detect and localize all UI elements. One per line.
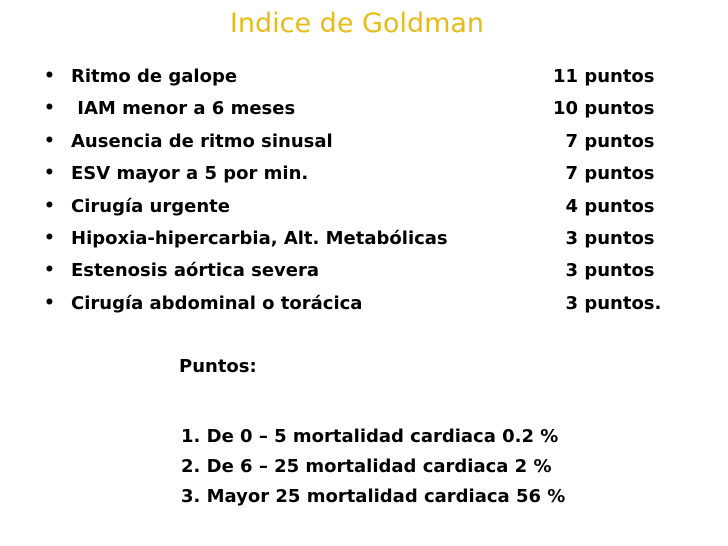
criteria-item [0,256,728,288]
criteria-item [0,289,728,321]
outcome-item: 1. De 0 – 5 mortalidad cardiaca 0.2 % [181,426,559,447]
criteria-item [0,127,728,159]
criteria-list [0,62,728,321]
criteria-label: Ausencia de ritmo sinusal [71,130,333,152]
criteria-points: 4 puntos [553,195,655,217]
criteria-points: 3 puntos [553,227,655,249]
criteria-item [0,192,728,224]
criteria-label: Hipoxia-hipercarbia, Alt. Metabólicas [71,227,448,249]
bullet-icon: • [44,292,55,313]
criteria-item [0,159,728,191]
bullet-icon: • [44,195,55,216]
slide-title: Indice de Goldman [229,8,485,39]
criteria-item [0,224,728,256]
criteria-label: Cirugía abdominal o torácica [71,292,363,314]
points-header: Puntos: [179,356,257,377]
criteria-points: 7 puntos [553,163,655,185]
criteria-points: 3 puntos. [553,292,662,314]
criteria-label: Estenosis aórtica severa [71,260,320,282]
criteria-label: Ritmo de galope [71,66,238,87]
criteria-points: 11 puntos [553,66,655,87]
bullet-icon: • [44,163,55,184]
bullet-icon: • [44,130,55,151]
criteria-points: 3 puntos [553,260,655,282]
criteria-label: ESV mayor a 5 por min. [71,163,309,185]
bullet-icon: • [44,227,55,248]
criteria-points: 10 puntos [553,98,655,120]
bullet-icon: • [44,260,55,281]
bullet-icon: • [44,98,55,119]
criteria-item [0,62,728,94]
criteria-item [0,94,728,126]
criteria-points: 7 puntos [553,130,655,152]
outcome-item: 3. Mayor 25 mortalidad cardiaca 56 % [181,486,566,507]
criteria-label: IAM menor a 6 meses [71,98,296,120]
outcome-list [181,422,565,512]
bullet-icon: • [44,66,55,86]
criteria-label: Cirugía urgente [71,195,230,217]
outcome-item: 2. De 6 – 25 mortalidad cardiaca 2 % [181,456,552,477]
